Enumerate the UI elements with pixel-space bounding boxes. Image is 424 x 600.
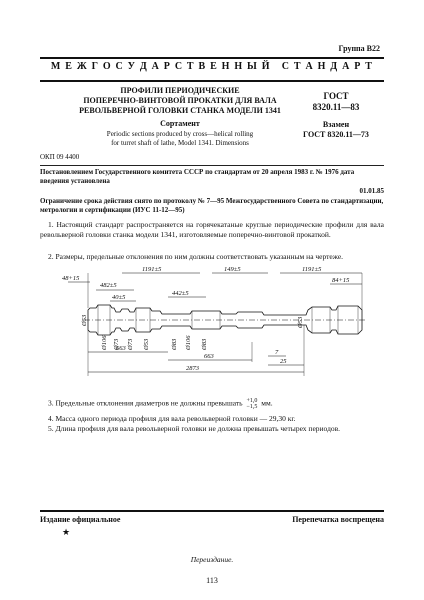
reprint-prohibited: Перепечатка воспрещена (292, 515, 384, 524)
dim-149: 149±5 (224, 266, 241, 273)
dim-2873: 2873 (186, 365, 199, 372)
gost-code (296, 91, 376, 113)
header-rule (40, 80, 384, 82)
okp-code: ОКП 09 4400 (40, 153, 80, 161)
title-ru-line-3: РЕВОЛЬВЕРНОЙ ГОЛОВКИ СТАНКА МОДЕЛИ 1341 (79, 106, 281, 115)
title-ru-line-2: ПОПЕРЕЧНО-ВИНТОВОЙ ПРОКАТКИ ДЛЯ ВАЛА (83, 96, 277, 105)
dim-7: 7 (275, 349, 279, 356)
p3-tolerance (246, 398, 257, 410)
dim-dia-83-a: Ø83 (171, 338, 178, 350)
title-en (70, 130, 290, 148)
gost-number: 8320.11—83 (312, 102, 360, 112)
decree-date: 01.01.85 (359, 187, 384, 195)
p3-unit: мм. (261, 398, 273, 408)
dim-dia-53-a: Ø53 (81, 314, 88, 326)
paragraph-4: 4. Масса одного периода профиля для вала револьверной головки — 29,30 кг. (48, 414, 296, 423)
dim-dia-73-b: Ø73 (127, 338, 134, 350)
dim-dia-106-b: Ø106 (185, 335, 192, 350)
title-ru-line-1: ПРОФИЛИ ПЕРИОДИЧЕСКИЕ (120, 86, 240, 95)
star-mark: ★ (62, 527, 71, 537)
paragraph-3 (48, 398, 273, 410)
title-ru (70, 86, 290, 116)
decree-text: Постановлением Государственного комитета СССР по стандартам от 20 апреля 1983 г. № 1976 дата введения установлена (40, 168, 355, 185)
dim-dia-53-b: Ø53 (143, 338, 150, 350)
reissue-note: Переиздание. (190, 555, 234, 564)
dim-482: 482±5 (100, 282, 117, 289)
dim-48: 48+15 (62, 275, 80, 282)
dim-25: 25 (280, 358, 287, 365)
dim-40: 40±5 (112, 294, 126, 301)
title-en-line-1: Periodic sections produced by cross—helical rolling (106, 130, 254, 138)
shaft-drawing (40, 264, 384, 396)
dim-442: 442±5 (172, 290, 189, 297)
dim-dia-53-c: Ø53 (297, 316, 304, 328)
footer-rule (40, 510, 384, 512)
p3-upper: +1,0 (246, 398, 258, 404)
page-number: 113 (206, 576, 218, 585)
dim-663-a: 663 (116, 345, 126, 352)
official-edition: Издание официальное (40, 515, 121, 524)
replace-number: ГОСТ 8320.11—73 (303, 130, 369, 139)
title-en-line-2: for turret shaft of lathe, Model 1341. Dimensions (111, 139, 249, 147)
dim-84: 84+15 (332, 277, 350, 284)
dim-1191-left: 1191±5 (142, 266, 162, 273)
dim-dia-73-a: Ø73 (113, 338, 120, 350)
dim-663-b: 663 (204, 353, 214, 360)
paragraph-5: 5. Длина профиля для вала револьверной головки не должна превышать четырех периодов. (48, 424, 341, 433)
gost-label: ГОСТ (323, 91, 349, 101)
dim-dia-106-a: Ø106 (101, 335, 108, 350)
paragraph-2: 2. Размеры, предельные отклонения по ним должны соответствовать указанным на чертеже. (48, 252, 344, 261)
dim-1191-right: 1191±5 (302, 266, 322, 273)
paragraph-1: 1. Настоящий стандарт распространяется на горячекатаные круглые периодические профили для вала револьверной головки станка модели 1341, изготовляемые поперечно-винтовой прокаткой. (40, 220, 384, 239)
decree-restriction: Ограничение срока действия снято по протоколу № 7—95 Межгосударственного Совета по стандартизации, метрологии и сертификации (ИУС 11-12—95) (40, 197, 384, 214)
group-code: Группа В22 (338, 44, 380, 53)
okp-rule (40, 165, 384, 166)
standard-type: М Е Ж Г О С У Д А Р С Т В Е Н Н Ы Й С Т А Н Д А Р Т (50, 61, 374, 72)
p3-lower: −1,5 (246, 404, 258, 410)
dim-dia-83-b: Ø83 (201, 338, 208, 350)
replace-label: Взамен (322, 120, 350, 129)
p3-text: 3. Предельные отклонения диаметров не должны превышать (48, 398, 243, 408)
replace-block (290, 120, 382, 140)
top-rule (40, 57, 384, 59)
subtitle: Сортамент (160, 119, 200, 128)
